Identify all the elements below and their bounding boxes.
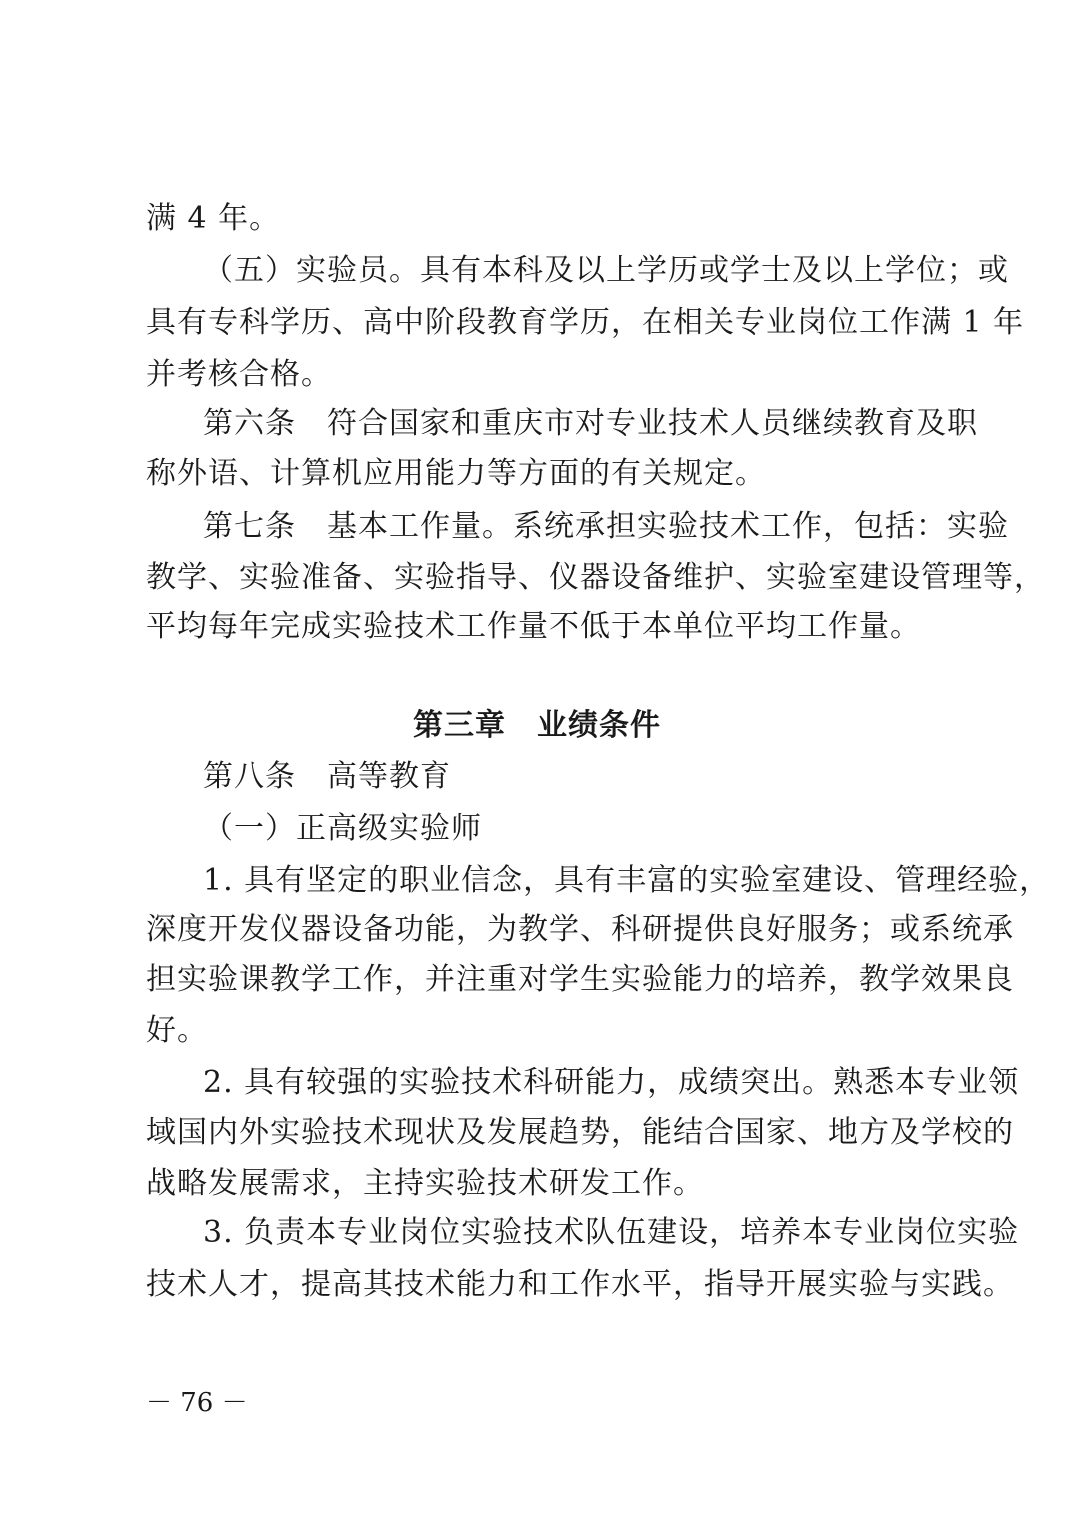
- article-8-heading: 第八条 高等教育: [203, 759, 451, 794]
- article-7-line-1: 第七条 基本工作量。系统承担实验技术工作，包括：实验: [203, 509, 1009, 544]
- item-2-line-3: 战略发展需求，主持实验技术研发工作。: [146, 1166, 704, 1201]
- text-line-1: 满 4 年。: [146, 201, 281, 236]
- section-1-heading: （一）正高级实验师: [203, 811, 482, 846]
- item-3-line-2: 技术人才，提高其技术能力和工作水平，指导开展实验与实践。: [146, 1267, 1014, 1302]
- page-number: － 76 －: [146, 1388, 248, 1418]
- article-7-line-2: 教学、实验准备、实验指导、仪器设备维护、实验室建设管理等，: [146, 560, 1045, 595]
- item-2-line-1: 2. 具有较强的实验技术科研能力，成绩突出。熟悉本专业领: [203, 1065, 1020, 1100]
- chapter-heading: 第三章 业绩条件: [413, 708, 661, 743]
- item-3-line-1: 3. 负责本专业岗位实验技术队伍建设，培养本专业岗位实验: [203, 1215, 1020, 1250]
- item-1-line-2: 深度开发仪器设备功能，为教学、科研提供良好服务；或系统承: [146, 912, 1014, 947]
- item-1-line-1: 1. 具有坚定的职业信念，具有丰富的实验室建设、管理经验，: [203, 863, 1051, 898]
- item-1-line-4: 好。: [146, 1013, 208, 1048]
- item-2-line-2: 域国内外实验技术现状及发展趋势，能结合国家、地方及学校的: [146, 1115, 1014, 1150]
- article-6-line-2: 称外语、计算机应用能力等方面的有关规定。: [146, 456, 766, 491]
- article-6-line-1: 第六条 符合国家和重庆市对专业技术人员继续教育及职: [203, 406, 978, 441]
- item-1-line-3: 担实验课教学工作，并注重对学生实验能力的培养，教学效果良: [146, 962, 1014, 997]
- text-line-2: （五）实验员。具有本科及以上学历或学士及以上学位；或: [203, 253, 1009, 288]
- text-line-4: 并考核合格。: [146, 357, 332, 392]
- article-7-line-3: 平均每年完成实验技术工作量不低于本单位平均工作量。: [146, 609, 921, 644]
- text-line-3: 具有专科学历、高中阶段教育学历，在相关专业岗位工作满 1 年: [146, 305, 1025, 340]
